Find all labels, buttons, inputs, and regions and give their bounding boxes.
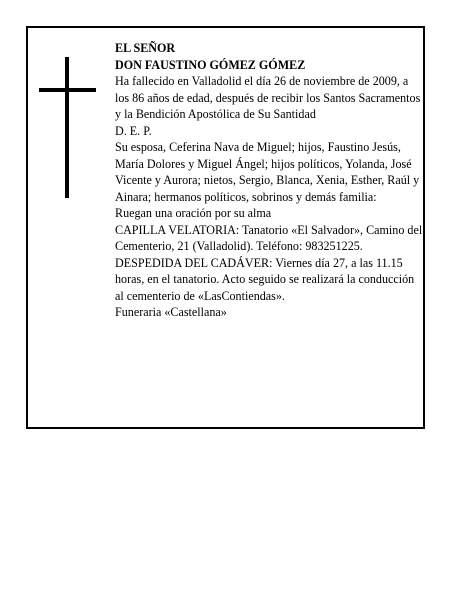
funeral-home: Funeraria «Castellana» (115, 305, 227, 319)
cross-icon (65, 57, 69, 198)
obituary-notice (26, 26, 425, 429)
obituary-title: EL SEÑOR (115, 41, 176, 55)
death-statement: Ha fallecido en Valladolid el día 26 de noviembre de 2009, a los 86 años de edad, después de recibir los Santos Sacramentos y la Bendición Apostólica de Su Santidad (115, 74, 421, 121)
chapel-info: CAPILLA VELATORIA: Tanatorio «El Salvador», Camino del Cementerio, 21 (Valladolid). Teléfono: 983251225. (115, 222, 423, 253)
cross-icon-bar (39, 88, 96, 92)
family-list: Su esposa, Ceferina Nava de Miguel; hijos, Faustino Jesús, María Dolores y Miguel Ángel; hijos políticos, Yolanda, José Vicente y Aurora; nietos, Sergio, Blanca, Xenia, Esther, Raúl y Ainara; hermanos políticos, sobrinos y demás familia: (115, 140, 420, 204)
farewell-info: DESPEDIDA DEL CADÁVER: Viernes día 27, a las 11.15 horas, en el tanatorio. Acto seguido se realizará la conducción al cementerio de «LasContiendas». (115, 255, 415, 303)
rip-line: D. E. P. (115, 123, 152, 138)
prayer-request: Ruegan una oración por su alma (115, 206, 272, 220)
deceased-name: DON FAUSTINO GÓMEZ GÓMEZ (115, 57, 306, 72)
obituary-text (115, 40, 423, 321)
